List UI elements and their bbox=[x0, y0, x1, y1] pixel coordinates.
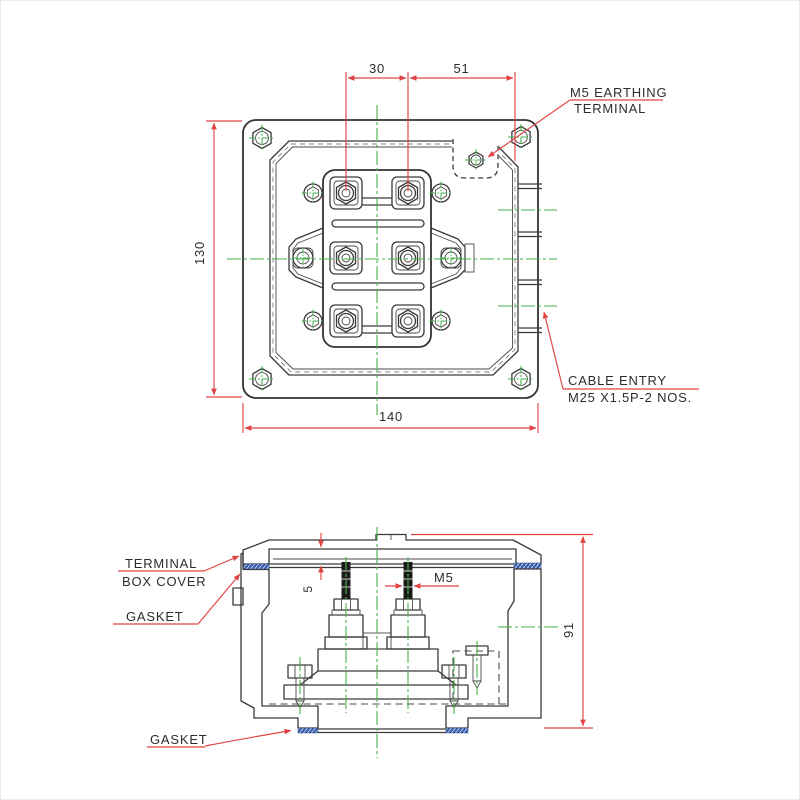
terminal-stud-u2 bbox=[330, 242, 362, 274]
base-plate bbox=[284, 685, 468, 699]
stud-thread-label: M5 bbox=[434, 570, 454, 585]
hidden-screw-group bbox=[453, 646, 499, 704]
block-fixing-hole bbox=[430, 182, 453, 205]
gasket-bottom-left-foot bbox=[298, 728, 318, 733]
gasket-label-bottom: GASKET bbox=[150, 732, 208, 747]
cable-entry-label-line1: CABLE ENTRY bbox=[568, 373, 667, 388]
earthing-label-line1: M5 EARTHING bbox=[570, 85, 668, 100]
dimension-5 bbox=[301, 533, 321, 593]
dim-91-label: 91 bbox=[561, 621, 576, 639]
cover-callout bbox=[118, 556, 239, 589]
insulator-slab bbox=[318, 649, 438, 671]
dim-140-label: 140 bbox=[378, 409, 404, 424]
right-clamp-ear bbox=[431, 228, 474, 288]
box-cover-section bbox=[243, 535, 541, 565]
section-view bbox=[113, 527, 593, 758]
gasket-left-section bbox=[243, 564, 269, 570]
dim-51-label: 51 bbox=[453, 61, 470, 76]
gasket-bottom-right-foot bbox=[446, 728, 468, 733]
cable-entry-label-line2: M25 X1.5P-2 NOS. bbox=[568, 390, 693, 405]
mounting-face-lines bbox=[318, 729, 446, 733]
earthing-label-line2: TERMINAL bbox=[574, 101, 647, 116]
block-slot-upper bbox=[332, 220, 424, 227]
terminal-stud-w2 bbox=[392, 305, 424, 337]
box-wall-left bbox=[241, 553, 318, 728]
block-slot-lower bbox=[332, 283, 424, 290]
earthing-terminal-pocket bbox=[452, 138, 499, 179]
dimension-140 bbox=[243, 403, 538, 433]
cover-label-line1: TERMINAL bbox=[125, 556, 198, 571]
dim-5-label: 5 bbox=[301, 585, 315, 593]
dim-130-label: 130 bbox=[192, 240, 207, 266]
cover-label-line2: BOX COVER bbox=[122, 574, 207, 589]
gasket-label-top: GASKET bbox=[126, 609, 184, 624]
terminal-assembly-section bbox=[284, 562, 499, 708]
stud-thread-callout bbox=[385, 570, 459, 586]
terminal-stud-v2 bbox=[392, 242, 424, 274]
block-fixing-hole bbox=[302, 182, 325, 205]
gasket-right-section bbox=[514, 563, 541, 569]
dim-30-label: 30 bbox=[368, 61, 386, 76]
top-view bbox=[192, 61, 699, 433]
drawing-canvas bbox=[1, 1, 800, 800]
block-fixing-hole bbox=[430, 310, 453, 333]
block-fixing-hole bbox=[302, 310, 325, 333]
corner-hole-bottom-right bbox=[508, 366, 534, 392]
left-clamp-ear bbox=[289, 228, 323, 288]
cable-entry-callout bbox=[544, 312, 699, 405]
gasket-callout-bottom bbox=[147, 731, 291, 748]
terminal-stud-w1 bbox=[330, 305, 362, 337]
corner-hole-top-left bbox=[249, 125, 275, 151]
corner-hole-bottom-left bbox=[249, 366, 275, 392]
